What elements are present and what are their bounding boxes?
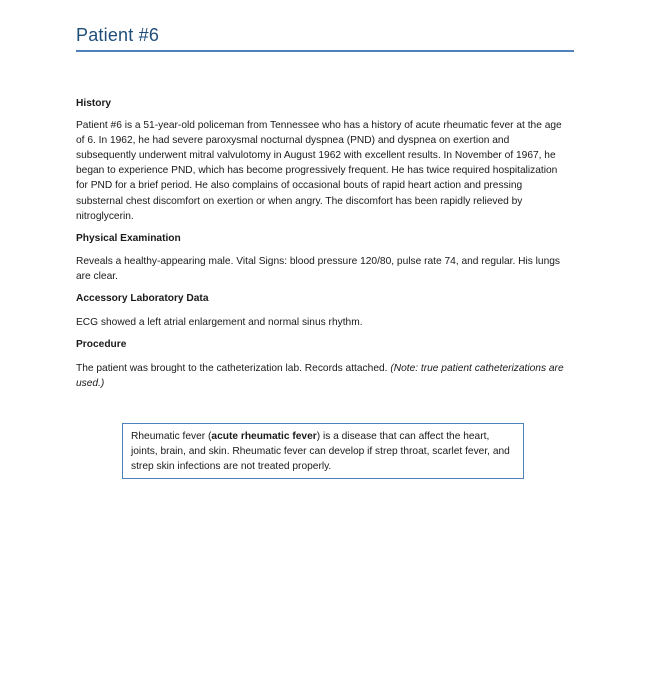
procedure-text: The patient was brought to the catheterization lab. Records attached. [76,363,388,375]
rheumatic-fever-callout-box [122,423,524,479]
document-body [76,96,572,392]
callout-suffix: ) is a disease that can affect the heart, joints, brain, and skin. Rheumatic fever can develop if strep throat, scarlet fever, and strep skin infections are not treated properly. [131,431,510,473]
procedure-note: (Note: true patient catheterizations are used.) [76,363,564,390]
history-heading: History [76,98,112,109]
title-underline [76,50,574,52]
procedure-paragraph [76,361,572,391]
accessory-laboratory-data-heading: Accessory Laboratory Data [76,293,209,305]
accessory-laboratory-data-paragraph: ECG showed a left atrial enlargement and normal sinus rhythm. [76,317,363,329]
physical-examination-heading: Physical Examination [76,232,181,244]
history-paragraph: Patient #6 is a 51-year-old policeman from Tennessee who has a history of acute rheumatic fever at the age of 6. In 1962, he had severe paroxysmal nocturnal dyspnea (PND) and dyspnea on exertion and subsequently underwent mitral valvulotomy in August 1962 with excellent results. In November of 1967, he began to experience PND, which has become progressively frequent. He has twice required hospitalization for PND for a brief period. He also complains of occasional bouts of rapid heart action and pressing substernal chest discomfort on exertion or when angry. The discomfort has been rapidly relieved by nitroglycerin. [76,120,562,222]
physical-examination-paragraph: Reveals a healthy-appearing male. Vital Signs: blood pressure 120/80, pulse rate 74, and regular. His lungs are clear. [76,255,561,282]
procedure-heading: Procedure [76,339,127,351]
page-title: Patient #6 [76,25,160,45]
callout-bold-term: acute rheumatic fever [211,431,317,442]
callout-prefix: Rheumatic fever ( [131,431,212,442]
